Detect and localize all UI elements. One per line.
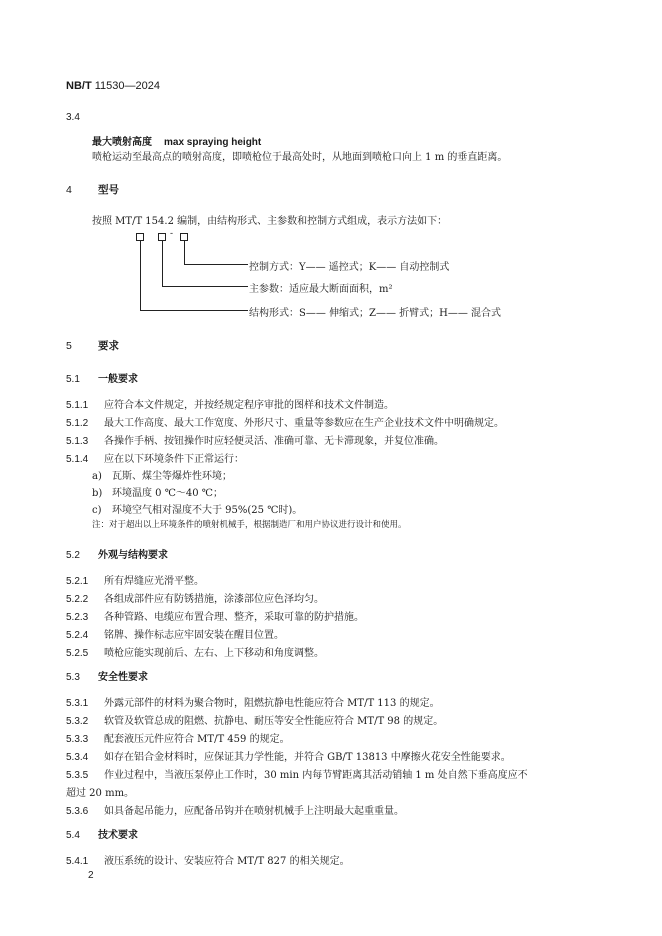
- model-intro: 按照 MT/T 154.2 编制，由结构形式、主参数和控制方式组成，表示方法如下：: [92, 216, 448, 227]
- clause-5-3-2: 5.3.2 软管及软管总成的阻燃、抗静电、耐压等安全性能应符合 MT/T 98 的规定。: [66, 716, 444, 727]
- subsection-5-2-heading: [66, 546, 168, 561]
- clause-5-1-3: 5.1.3 各操作手柄、按钮操作时应轻便灵活、准确可靠、无卡滞现象，并复位准确。: [66, 436, 444, 447]
- clause-5-3-5-continuation: 超过 20 mm。: [66, 788, 135, 799]
- control-connector-horizontal: [184, 264, 248, 265]
- clause-5-3-4: 5.3.4 如存在铝合金材料时，应保证其力学性能，并符合 GB/T 13813 中摩擦火花安全性能要求。: [66, 752, 511, 763]
- clause-5-3-6: 5.3.6 如具备起吊能力，应配备吊钩并在喷射机械手上注明最大起重重量。: [66, 806, 404, 817]
- subsection-number: 5.2: [66, 550, 80, 561]
- standard-prefix: NB/T: [66, 80, 92, 92]
- subsection-number: 5.1: [66, 374, 80, 385]
- clause-5-1-4: 5.1.4 应在以下环境条件下正常运行：: [66, 454, 244, 465]
- structure-box: [136, 233, 144, 241]
- term-definition: 喷枪运动至最高点的喷射高度，即喷枪位于最高处时，从地面到喷枪口向上 1 m 的垂直距离。: [92, 152, 508, 163]
- section-5-heading: [66, 338, 119, 353]
- section-title: 要求: [98, 340, 119, 352]
- subsection-5-1-heading: [66, 370, 138, 385]
- environment-note: 注：对于超出以上环境条件的喷射机械手，根据制造厂和用户协议进行设计和使用。: [92, 520, 407, 530]
- standard-header: [66, 80, 160, 92]
- term-english: max spraying height: [164, 137, 262, 148]
- clause-number-3-4: 3.4: [66, 112, 80, 123]
- main-parameter-label: 主参数：适应最大断面面积，m²: [249, 284, 393, 295]
- subsection-title: 安全性要求: [98, 672, 148, 683]
- clause-5-2-3: 5.2.3 各种管路、电缆应布置合理、整齐，采取可靠的防护措施。: [66, 612, 364, 623]
- control-connector-vertical: [184, 241, 185, 265]
- section-number: 4: [66, 184, 72, 196]
- clause-5-2-5: 5.2.5 喷枪应能实现前后、左右、上下移动和角度调整。: [66, 648, 324, 659]
- section-4-heading: [66, 182, 119, 197]
- clause-5-1-2: 5.1.2 最大工作高度、最大工作宽度、外形尺寸、重量等参数应在生产企业技术文件中明确规定。: [66, 418, 504, 429]
- subsection-5-4-heading: [66, 826, 138, 841]
- subsection-number: 5.4: [66, 830, 80, 841]
- clause-5-2-2: 5.2.2 各组成部件应有防锈措施，涂漆部位应色泽均匀。: [66, 594, 324, 605]
- section-title: 型号: [98, 184, 119, 196]
- structure-form-label: 结构形式：S—— 伸缩式；Z—— 折臂式；H—— 混合式: [249, 308, 502, 319]
- parameter-box: [158, 233, 166, 241]
- term-chinese: 最大喷射高度: [92, 137, 152, 148]
- parameter-connector-vertical: [162, 241, 163, 287]
- clause-5-3-5: 5.3.5 作业过程中，当液压泵停止工作时，30 min 内每节臂距离其活动销轴 1 m 处自然下垂高度应不: [66, 770, 528, 781]
- clause-5-3-1: 5.3.1 外露元部件的材料为聚合物时，阻燃抗静电性能应符合 MT/T 113 的规定。: [66, 698, 440, 709]
- structure-connector-horizontal: [140, 310, 248, 311]
- structure-connector-vertical: [140, 241, 141, 311]
- subsection-number: 5.3: [66, 672, 80, 683]
- clause-5-2-1: 5.2.1 所有焊缝应光滑平整。: [66, 576, 204, 587]
- clause-5-4-1: 5.4.1 液压系统的设计、安装应符合 MT/T 827 的相关规定。: [66, 856, 350, 867]
- standard-number: 11530—2024: [94, 80, 160, 92]
- clause-5-2-4: 5.2.4 铭牌、操作标志应牢固安装在醒目位置。: [66, 630, 284, 641]
- condition-item-c: c) 环境空气相对湿度不大于 95%(25 ℃时)。: [92, 505, 303, 516]
- section-number: 5: [66, 340, 72, 352]
- subsection-title: 一般要求: [98, 374, 138, 385]
- clause-5-1-1: 5.1.1 应符合本文件规定，并按经规定程序审批的图样和技术文件制造。: [66, 400, 394, 411]
- control-mode-label: 控制方式：Y—— 遥控式；K—— 自动控制式: [249, 262, 450, 273]
- condition-item-a: a) 瓦斯、煤尘等爆炸性环境；: [92, 471, 232, 482]
- dash-separator: -: [170, 229, 174, 239]
- clause-5-3-3: 5.3.3 配套液压元件应符合 MT/T 459 的规定。: [66, 734, 290, 745]
- subsection-title: 技术要求: [98, 830, 138, 841]
- term-line: [92, 130, 261, 149]
- subsection-5-3-heading: [66, 668, 148, 683]
- page-number: 2: [88, 870, 94, 881]
- control-box: [180, 233, 188, 241]
- condition-item-b: b) 环境温度 0 ℃～40 ℃；: [92, 488, 223, 499]
- subsection-title: 外观与结构要求: [98, 550, 168, 561]
- parameter-connector-horizontal: [162, 286, 248, 287]
